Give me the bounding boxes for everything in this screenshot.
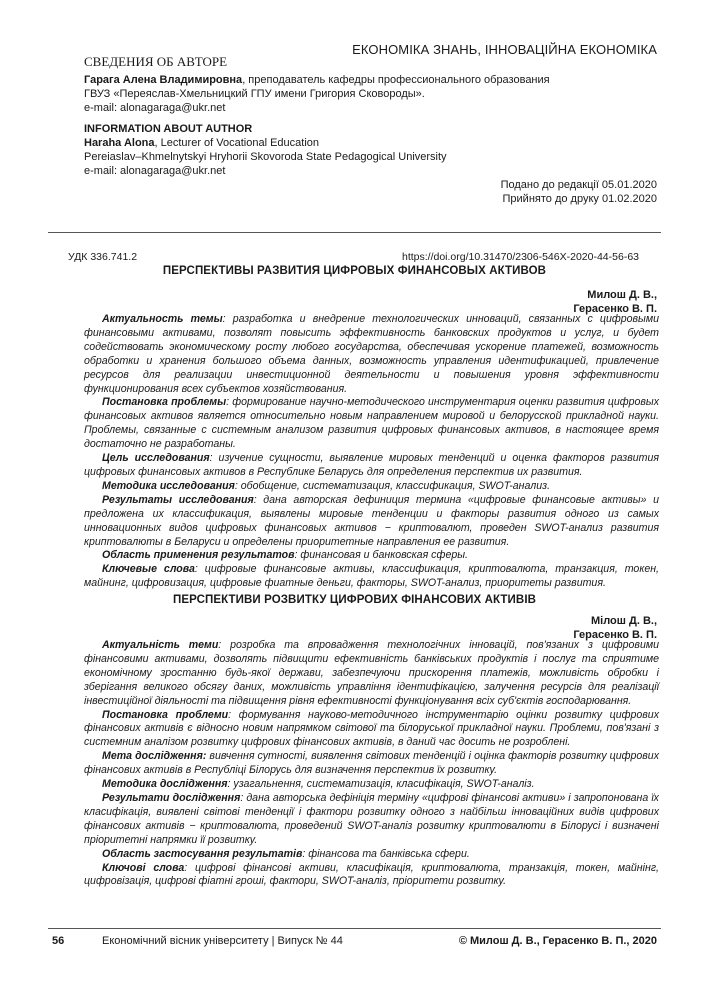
author-name-ru: Гарага Алена Владимировна (84, 74, 243, 86)
section-divider (48, 232, 661, 233)
abstract-paragraph: Область застосування результатів: фінансова та банківська сфери. (102, 847, 470, 860)
footer-divider (48, 928, 661, 929)
author-email-ru[interactable]: e-mail: alonagaraga@ukr.net (84, 102, 226, 114)
abstract-ua (84, 639, 659, 889)
abstract-paragraph: Цель исследования: изучение сущности, выявление мировых тенденций и оценка факторов развития цифровых финансовых активов в Республике Беларусь для определения перспектив их развития. (84, 452, 659, 478)
author-position-en: , Lecturer of Vocational Education (154, 137, 320, 149)
author-info-heading-ru: СВЕДЕНИЯ ОБ АВТОРЕ (84, 54, 228, 69)
submitted-date: Подано до редакції 05.01.2020 (500, 179, 657, 191)
author-1-ru: Милош Д. В., (587, 289, 657, 301)
journal-name: Економічний вісник університету | Випуск № 44 (102, 935, 343, 947)
abstract-paragraph: Актуальність теми: розробка та впровадження технологічних інновацій, пов'язаних з цифровими фінансовими активами, дозволять підвищити ефективність банківських продуктів і послуг та сприятиме економічному зростанню будь-якої держави, забезпечуючи прискорення платежів, можливість обробки і зберігання великого обсягу даних, можливість управління ідентифікацією, залучення ресурсів для реалізації інвестиційної діяльності та підвищення рівня ефективності функціонування всіх суб'єктів господарювання. (84, 639, 659, 707)
article-authors-ua (573, 614, 657, 642)
author-1-ua: Мілош Д. В., (590, 615, 657, 627)
author-name-en: Haraha Alona (84, 137, 155, 149)
article-title-ua: ПЕРСПЕКТИВИ РОЗВИТКУ ЦИФРОВИХ ФІНАНСОВИХ АКТИВІВ (172, 594, 537, 606)
abstract-paragraph: Мета дослідження: вивчення сутності, виявлення світових тенденцій і оцінка факторів розвитку цифрових фінансових активів в Республіці Білорусь для визначення перспектив їх розвитку. (84, 750, 659, 777)
abstract-paragraph: Результати дослідження: дана авторська дефініція терміну «цифрові фінансові активи» і запропонована їх класифікація, виявлені світові тенденції і фактори розвитку одного з найбільш інноваційних видів цифрових фінансових активів − криптовалюта, проведений SWOT-аналіз розвитку криптовалюти в Білорусі і визначені пріоритетні напрямки її розвитку. (84, 791, 659, 846)
author-line-en (84, 136, 447, 150)
abstract-paragraph: Ключевые слова: цифровые финансовые активы, классификация, криптовалюта, транзакция, токен, майнинг, цифровизация, цифровые фиатные деньги, факторы, SWOT-анализ, приоритеты развития. (84, 563, 659, 590)
abstract-paragraph: Постановка проблеми: формування науково-методичного інструментарію оцінки розвитку цифрових фінансових активів є відносно новим напрямком світової та білоруської прикладної науки. Проблеми, пов'язані з системним аналізом розвитку цифрових фінансових активів, в даний час досить не розроблені. (84, 708, 659, 749)
page-number: 56 (52, 935, 65, 947)
journal-section-header: ЕКОНОМІКА ЗНАНЬ, ІННОВАЦІЙНА ЕКОНОМІКА (352, 42, 657, 57)
abstract-paragraph: Постановка проблемы: формирование научно-методического инструментария оценки развития цифровых финансовых активов является относительно новым направлением мировой и белорусской прикладной науки. Проблемы, связанные с системным анализом развития цифровых финансовых активов, в настоящее время достаточно не разработаны. (84, 396, 659, 451)
author-info-heading-en: INFORMATION ABOUT AUTHOR (84, 123, 253, 135)
abstract-paragraph: Актуальность темы: разработка и внедрение технологических инноваций, связанных с цифровыми финансовыми активами, позволят повысить эффективность банковских продуктов и услуг, и будет содействовать экономическому росту любого государства, обеспечивая ускорение платежей, возможность обработки и хранения большого объема данных, возможность управления идентификацией, привлечение ресурсов для реализации инвестиционной деятельности и повышения уровня эффективности функционирования всех субъектов хозяйствования. (84, 313, 659, 395)
submission-dates (501, 178, 657, 206)
author-email-en[interactable]: e-mail: alonagaraga@ukr.net (84, 165, 226, 177)
author-line-ru (84, 73, 550, 87)
article-authors-ru (573, 288, 657, 316)
author-info-ru (84, 73, 550, 115)
udk-code: УДК 336.741.2 (68, 251, 138, 263)
copyright-notice: © Милош Д. В., Герасенко В. П., 2020 (458, 935, 657, 947)
author-info-en (84, 122, 447, 178)
author-affiliation-en: Pereiaslav–Khmelnytskyi Hryhorii Skovoroda State Pedagogical University (84, 151, 447, 163)
author-2-ru: Герасенко В. П. (573, 303, 657, 315)
abstract-paragraph: Методика дослідження: узагальнення, систематизація, класифікація, SWOT-аналіз. (102, 778, 535, 791)
abstract-paragraph: Область применения результатов: финансовая и банковская сферы. (102, 549, 468, 562)
author-affiliation-ru: ГВУЗ «Переяслав-Хмельницкий ГПУ имени Григория Сковороды». (84, 88, 425, 100)
accepted-date: Прийнято до друку 01.02.2020 (502, 193, 657, 205)
author-2-ua: Герасенко В. П. (573, 629, 657, 641)
article-title-ru: ПЕРСПЕКТИВЫ РАЗВИТИЯ ЦИФРОВЫХ ФИНАНСОВЫХ АКТИВОВ (162, 265, 547, 277)
abstract-paragraph: Ключові слова: цифрові фінансові активи, класифікація, криптовалюта, транзакція, токен, майнінг, цифровізація, цифрові фіатні гроші, фактори, SWOT-аналіз, пріоритети розвитку. (84, 861, 659, 888)
abstract-ru (84, 313, 659, 591)
abstract-paragraph: Результаты исследования: дана авторская дефиниция термина «цифровые финансовые активы» и предложена их классификация, выявлены мировые тенденции и факторы развития одного из самых инновационных видов цифровых финансовых активов − криптовалют, проведен SWOT-анализ развития криптовалюты в Беларуси и определены приоритетные направления ее развития. (84, 493, 659, 548)
abstract-paragraph: Методика исследования: обобщение, систематизация, классификация, SWOT-анализ. (102, 479, 551, 492)
author-position-ru: , преподаватель кафедры профессионального образования (242, 74, 550, 86)
doi-link[interactable]: https://doi.org/10.31470/2306-546X-2020-44-56-63 (401, 251, 639, 263)
